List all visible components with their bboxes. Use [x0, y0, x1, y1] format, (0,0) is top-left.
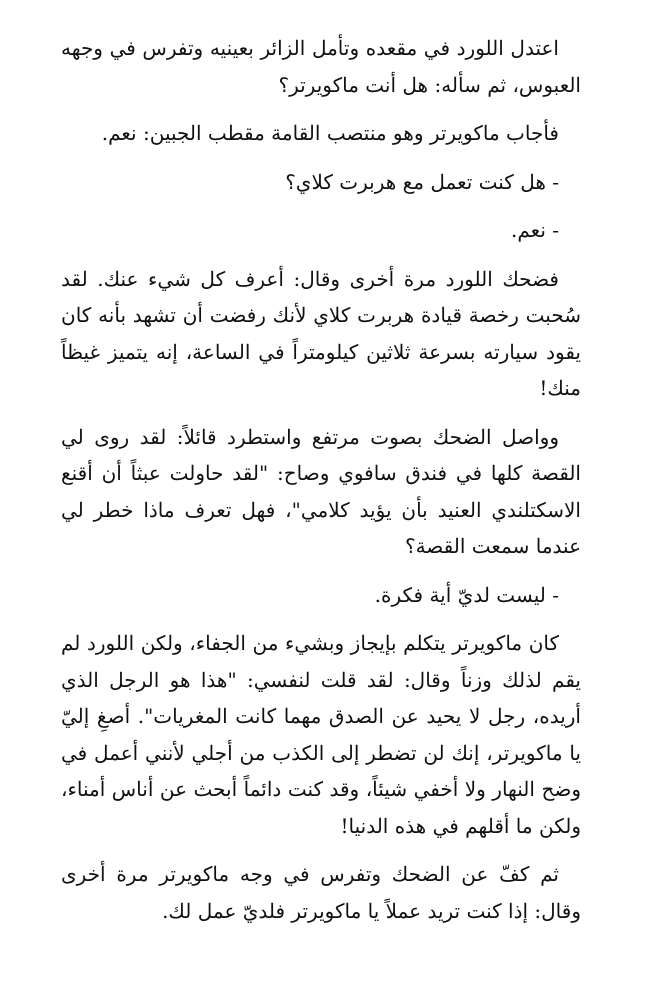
- paragraph-3: فضحك اللورد مرة أخرى وقال: أعرف كل شيء عنك. لقد سُحبت رخصة قيادة هربرت كلاي لأنك رفضت أن تشهد بأنه كان يقود سيارته بسرعة ثلاثين كيلومتراً في الساعة، إنه يتميز غيظاً منك!: [61, 266, 581, 400]
- dialog-line-1: - هل كنت تعمل مع هربرت كلاي؟: [285, 169, 559, 194]
- paragraph-2: فأجاب ماكويرتر وهو منتصب القامة مقطب الجبين: نعم.: [101, 121, 559, 145]
- paragraph-1: اعتدل اللورد في مقعده وتأمل الزائر بعينيه وتفرس في وجهه العبوس، ثم سأله: هل أنت ماكويرتر؟: [61, 36, 581, 97]
- paragraph-5: كان ماكويرتر يتكلم بإيجاز وبشيء من الجفاء، ولكن اللورد لم يقم لذلك وزناً وقال: لقد قلت لنفسي: "هذا هو الرجل الذي أريده، رجل لا يحيد عن الصدق مهما كانت المغريات". أصغِ إليّ يا ماكويرتر، إنك لن تضطر إلى الكذب من أجلي لأنني أعمل في وضح النهار ولا أخفي شيئاً، وقد كنت دائماً أبحث عن أناس أمناء، ولكن ما أقلهم في هذه الدنيا!: [61, 631, 581, 838]
- dialog-line-2: - نعم.: [511, 218, 559, 242]
- paragraph-4: وواصل الضحك بصوت مرتفع واستطرد قائلاً: لقد روى لي القصة كلها في فندق سافوي وصاح: "لقد حاولت عبثاً أن أقنع الاسكتلندي العنيد بأن يؤيد كلامي"، فهل تعرف ماذا خطر لي عندما سمعت القصة؟: [61, 424, 581, 558]
- page-text: [61, 30, 581, 941]
- paragraph-6: ثم كفّ عن الضحك وتفرس في وجه ماكويرتر مرة أخرى وقال: إذا كنت تريد عملاً يا ماكويرتر فلديّ عمل لك.: [61, 862, 581, 923]
- dialog-line-3: - ليست لديّ أية فكرة.: [374, 582, 559, 607]
